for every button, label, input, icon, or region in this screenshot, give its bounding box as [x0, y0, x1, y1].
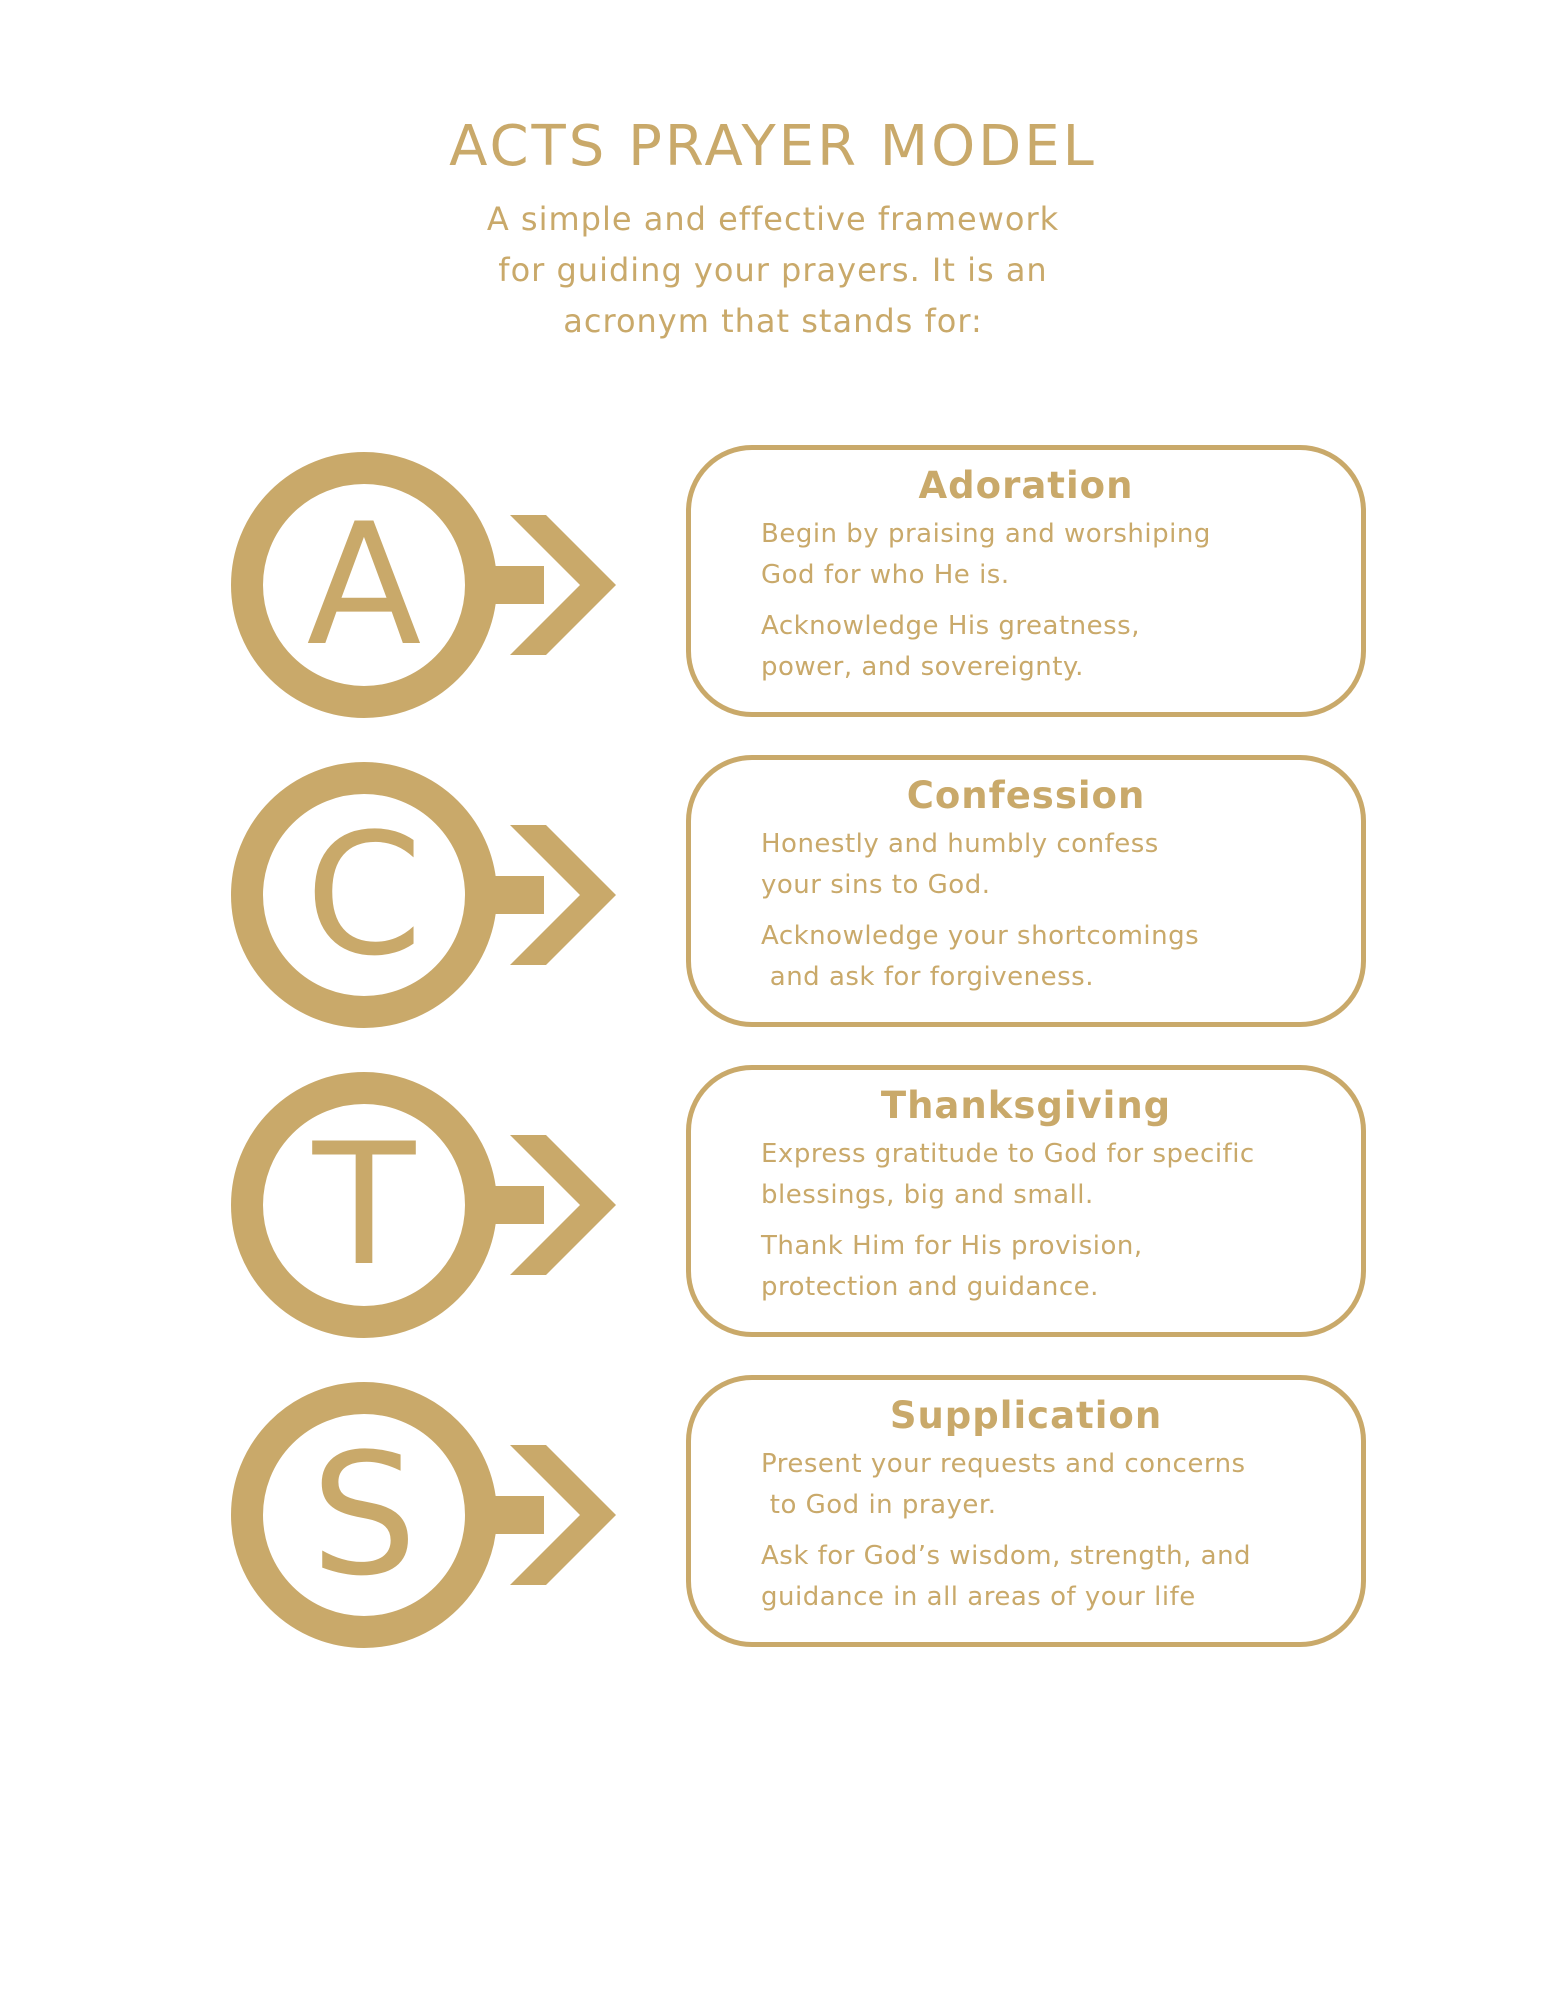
step-supplication	[0, 1375, 1546, 1655]
description-paragraph	[761, 514, 1361, 596]
step-adoration	[0, 445, 1546, 725]
step-title: Confession	[906, 774, 1146, 817]
acronym-letter: A	[306, 487, 422, 683]
step-card	[686, 1375, 1366, 1647]
description-paragraph	[761, 824, 1361, 906]
description-paragraph	[761, 1134, 1361, 1216]
subtitle-line: for guiding your prayers. It is an	[498, 251, 1048, 289]
step-title: Supplication	[889, 1394, 1163, 1437]
step-title: Thanksgiving	[880, 1084, 1172, 1127]
step-confession	[0, 755, 1546, 1035]
description-line: Ask for God’s wisdom, strength, and	[761, 1541, 1252, 1571]
subtitle-line: A simple and effective framework	[486, 200, 1060, 238]
description-line: Present your requests and concerns	[761, 1449, 1246, 1479]
description-line: and ask for forgiveness.	[761, 962, 1094, 992]
description-line: to God in prayer.	[761, 1490, 997, 1520]
subtitle-line: acronym that stands for:	[563, 302, 983, 340]
letter-emblem-confession	[224, 755, 624, 1035]
description-line: your sins to God.	[761, 870, 991, 900]
description-paragraph	[761, 606, 1361, 688]
acronym-letter: S	[310, 1417, 418, 1613]
description-line: Acknowledge His greatness,	[761, 611, 1140, 641]
description-paragraph	[761, 916, 1361, 998]
description-paragraph	[761, 1226, 1361, 1308]
description-paragraph	[761, 1536, 1361, 1618]
subtitle	[473, 194, 1073, 347]
step-description	[761, 514, 1361, 698]
description-line: power, and sovereignty.	[761, 652, 1084, 682]
acronym-letter: T	[312, 1107, 416, 1303]
description-line: Acknowledge your shortcomings	[761, 921, 1200, 951]
letter-emblem-adoration	[224, 445, 624, 725]
letter-emblem-thanksgiving	[224, 1065, 624, 1345]
step-description	[761, 824, 1361, 1008]
description-line: Begin by praising and worshiping	[761, 519, 1211, 549]
step-title: Adoration	[918, 464, 1134, 507]
description-line: blessings, big and small.	[761, 1180, 1094, 1210]
step-card	[686, 755, 1366, 1027]
description-paragraph	[761, 1444, 1361, 1526]
description-line: Express gratitude to God for specific	[761, 1139, 1255, 1169]
step-card	[686, 1065, 1366, 1337]
step-card	[686, 445, 1366, 717]
description-line: Thank Him for His provision,	[761, 1231, 1143, 1261]
acronym-letter: C	[305, 797, 423, 993]
description-line: protection and guidance.	[761, 1272, 1099, 1302]
step-description	[761, 1134, 1361, 1318]
step-thanksgiving	[0, 1065, 1546, 1345]
description-line: God for who He is.	[761, 560, 1010, 590]
page-title: ACTS PRAYER MODEL	[449, 114, 1097, 179]
description-line: guidance in all areas of your life	[761, 1582, 1196, 1612]
letter-emblem-supplication	[224, 1375, 624, 1655]
description-line: Honestly and humbly confess	[761, 829, 1159, 859]
step-description	[761, 1444, 1361, 1628]
